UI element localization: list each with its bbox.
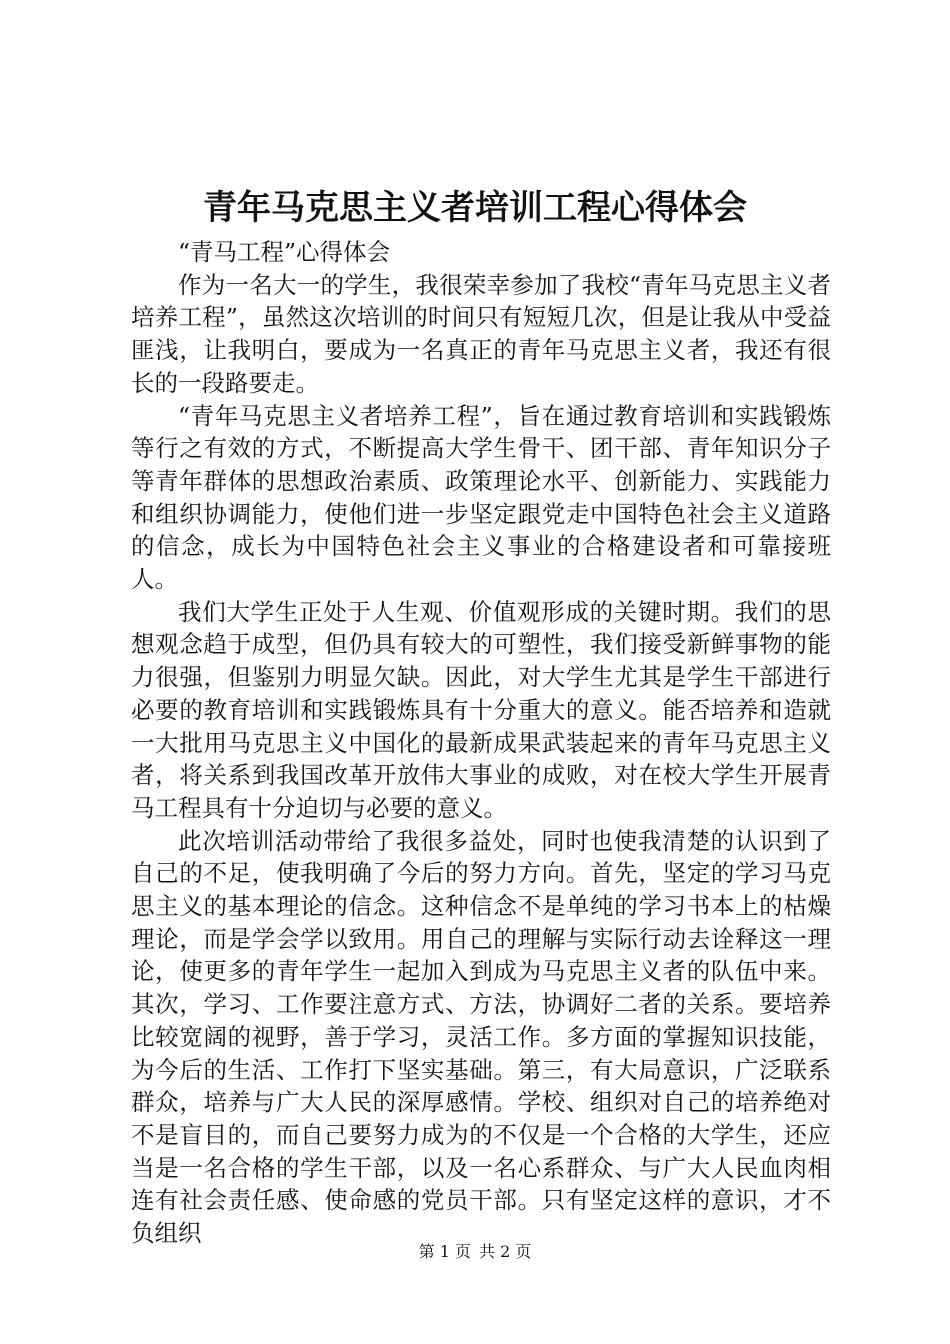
subtitle-paragraph: “青马工程”心得体会 xyxy=(178,238,391,266)
body-paragraph: “青年马克思主义者培养工程”，旨在通过教育培训和实践锻炼等行之有效的方式，不断提高大学生骨干、团干部、青年知识分子等青年群体的思想政治素质、政策理论水平、创新能力、实践能力和组织协调能力，使他们进一步坚定跟党走中国特色社会主义道路的信念，成长为中国特色社会主义事业的合格建设者和可靠接班人。 xyxy=(131,401,831,594)
page-number: 第 1 页 xyxy=(418,1242,471,1261)
body-paragraph: 我们大学生正处于人生观、价值观形成的关键时期。我们的思想观念趋于成型，但仍具有较大的可塑性，我们接受新鲜事物的能力很强，但鉴别力明显欠缺。因此，对大学生尤其是学生干部进行必要的教育培训和实践锻炼具有十分重大的意义。能否培养和造就一大批用马克思主义中国化的最新成果武装起来的青年马克思主义者，将关系到我国改革开放伟大事业的成败，对在校大学生开展青马工程具有十分迫切与必要的意义。 xyxy=(131,597,831,822)
document-title: 青年马克思主义者培训工程心得体会 xyxy=(203,188,747,228)
page-footer xyxy=(0,1242,950,1262)
body-paragraph: 此次培训活动带给了我很多益处，同时也使我清楚的认识到了自己的不足，使我明确了今后的努力方向。首先，坚定的学习马克思主义的基本理论的信念。这种信念不是单纯的学习书本上的枯燥理论，而是学会学以致用。用自己的理解与实际行动去诠释这一理论，使更多的青年学生一起加入到成为马克思主义者的队伍中来。其次，学习、工作要注意方式、方法，协调好二者的关系。要培养比较宽阔的视野，善于学习，灵活工作。多方面的掌握知识技能，为今后的生活、工作打下坚实基础。第三，有大局意识，广泛联系群众，培养与广大人民的深厚感情。学校、组织对自己的培养绝对不是盲目的，而自己要努力成为的不仅是一个合格的大学生，还应当是一名合格的学生干部，以及一名心系群众、与广大人民血肉相连有社会责任感、使命感的党员干部。只有坚定这样的意识，才不负组织 xyxy=(131,826,831,1248)
document-body xyxy=(131,236,831,1250)
body-paragraph: 作为一名大一的学生，我很荣幸参加了我校“青年马克思主义者培养工程”，虽然这次培训的时间只有短短几次，但是让我从中受益匪浅，让我明白，要成为一名真正的青年马克思主义者，我还有很长的一段路要走。 xyxy=(131,270,831,397)
page-total: 共 2 页 xyxy=(479,1242,532,1261)
